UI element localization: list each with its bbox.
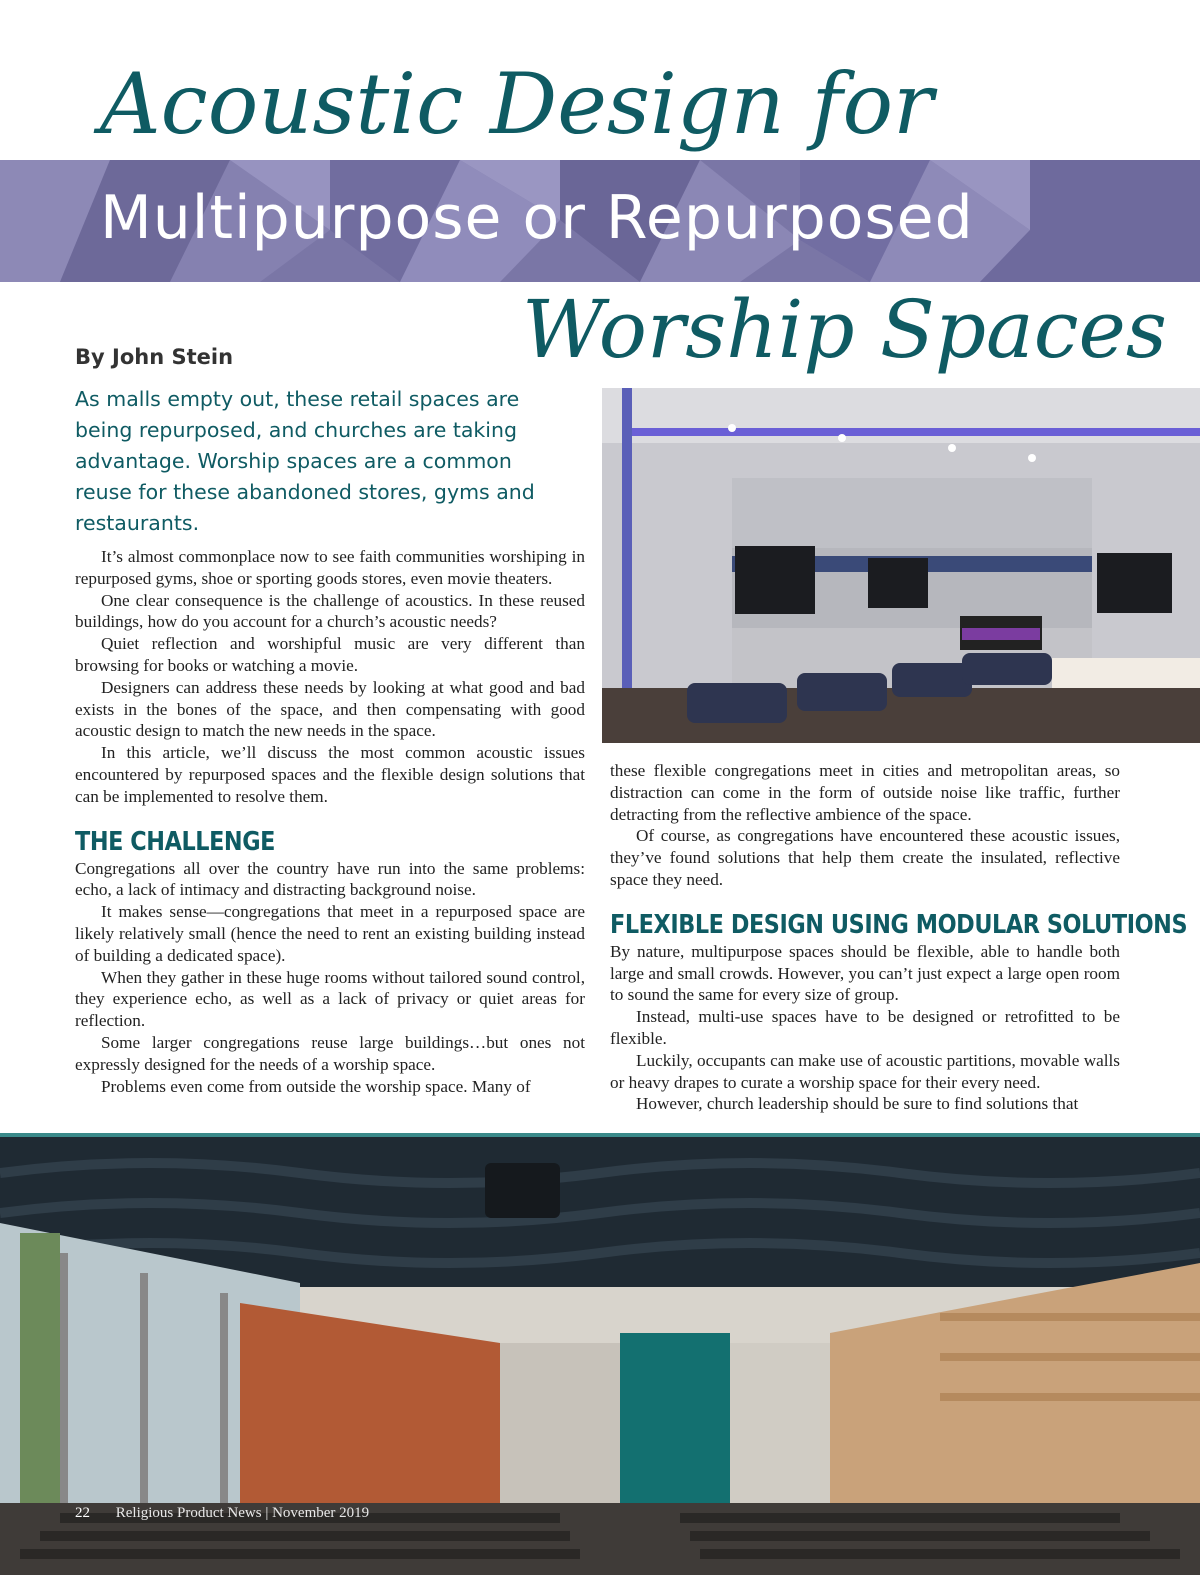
section-heading-challenge: THE CHALLENGE	[75, 826, 275, 857]
paragraph: Problems even come from outside the worship space. Many of	[101, 1076, 531, 1096]
paragraph: One clear consequence is the challenge of acoustics. In these reused buildings, how do you account for a church’s acoustic needs?	[75, 590, 585, 632]
page-number: 22	[75, 1505, 90, 1521]
paragraph: In this article, we’ll discuss the most common acoustic issues encountered by repurposed spaces and the flexible design solutions that can be implemented to resolve them.	[75, 743, 585, 806]
paragraph: When they gather in these huge rooms without tailored sound control, they experience echo, as well as a lack of privacy or quiet areas for reflection.	[75, 967, 585, 1031]
title-line-2: Multipurpose or Repurposed	[100, 183, 974, 253]
lounge-illustration	[602, 388, 1200, 743]
publication-info: Religious Product News | November 2019	[115, 1505, 370, 1521]
deck-summary: As malls empty out, these retail spaces are being repurposed, and churches are taking advantage. Worship spaces are a common reuse for these abandoned stores, gyms and restaurants.	[75, 387, 535, 535]
paragraph: these flexible congregations meet in cities and metropolitan areas, so distraction can come in the form of outside noise like traffic, further detracting from the reflective ambience of the space.	[610, 761, 1120, 824]
paragraph: It’s almost commonplace now to see faith communities worshiping in repurposed gyms, shoe or sporting goods stores, even movie theaters.	[75, 547, 585, 588]
paragraph: By nature, multipurpose spaces should be flexible, able to handle both large and small crowds. However, you can’t just expect a large open room to sound the same for every size of group.	[610, 941, 1120, 1005]
section-heading-flexible-design: FLEXIBLE DESIGN USING MODULAR SOLUTIONS	[610, 909, 1188, 940]
right-column	[610, 760, 1188, 1115]
paragraph: Instead, multi-use spaces have to be designed or retrofitted to be flexible.	[610, 1007, 1120, 1048]
paragraph: Designers can address these needs by looking at what good and bad exists in the bones of the space, and then compensating with good acoustic design to match the new needs in the space.	[75, 677, 585, 741]
paragraph: Congregations all over the country have run into the same problems: echo, a lack of intimacy and distracting background noise.	[75, 858, 585, 900]
title-line-1: Acoustic Design for	[100, 55, 934, 153]
paragraph: Some larger congregations reuse large buildings…but ones not expressly designed for the needs of a worship space.	[75, 1032, 585, 1074]
paragraph: Quiet reflection and worshipful music are very different than browsing for books or watching a movie.	[75, 634, 585, 675]
paragraph: It makes sense—congregations that meet in a repurposed space are likely relatively small (hence the need to rent an existing building instead of building a dedicated space).	[75, 902, 585, 965]
page-footer	[75, 1505, 369, 1522]
left-column	[75, 546, 585, 1097]
paragraph: Luckily, occupants can make use of acoustic partitions, movable walls or heavy drapes to curate a worship space for their every need.	[610, 1050, 1120, 1092]
lounge-photo	[602, 388, 1200, 743]
paragraph: However, church leadership should be sure to find solutions that	[636, 1094, 1079, 1114]
paragraph: Of course, as congregations have encountered these acoustic issues, they’ve found solutions that help them create the insulated, reflective space they need.	[610, 826, 1120, 889]
title-line-3: Worship Spaces	[522, 283, 1167, 376]
byline: By John Stein	[75, 345, 234, 369]
